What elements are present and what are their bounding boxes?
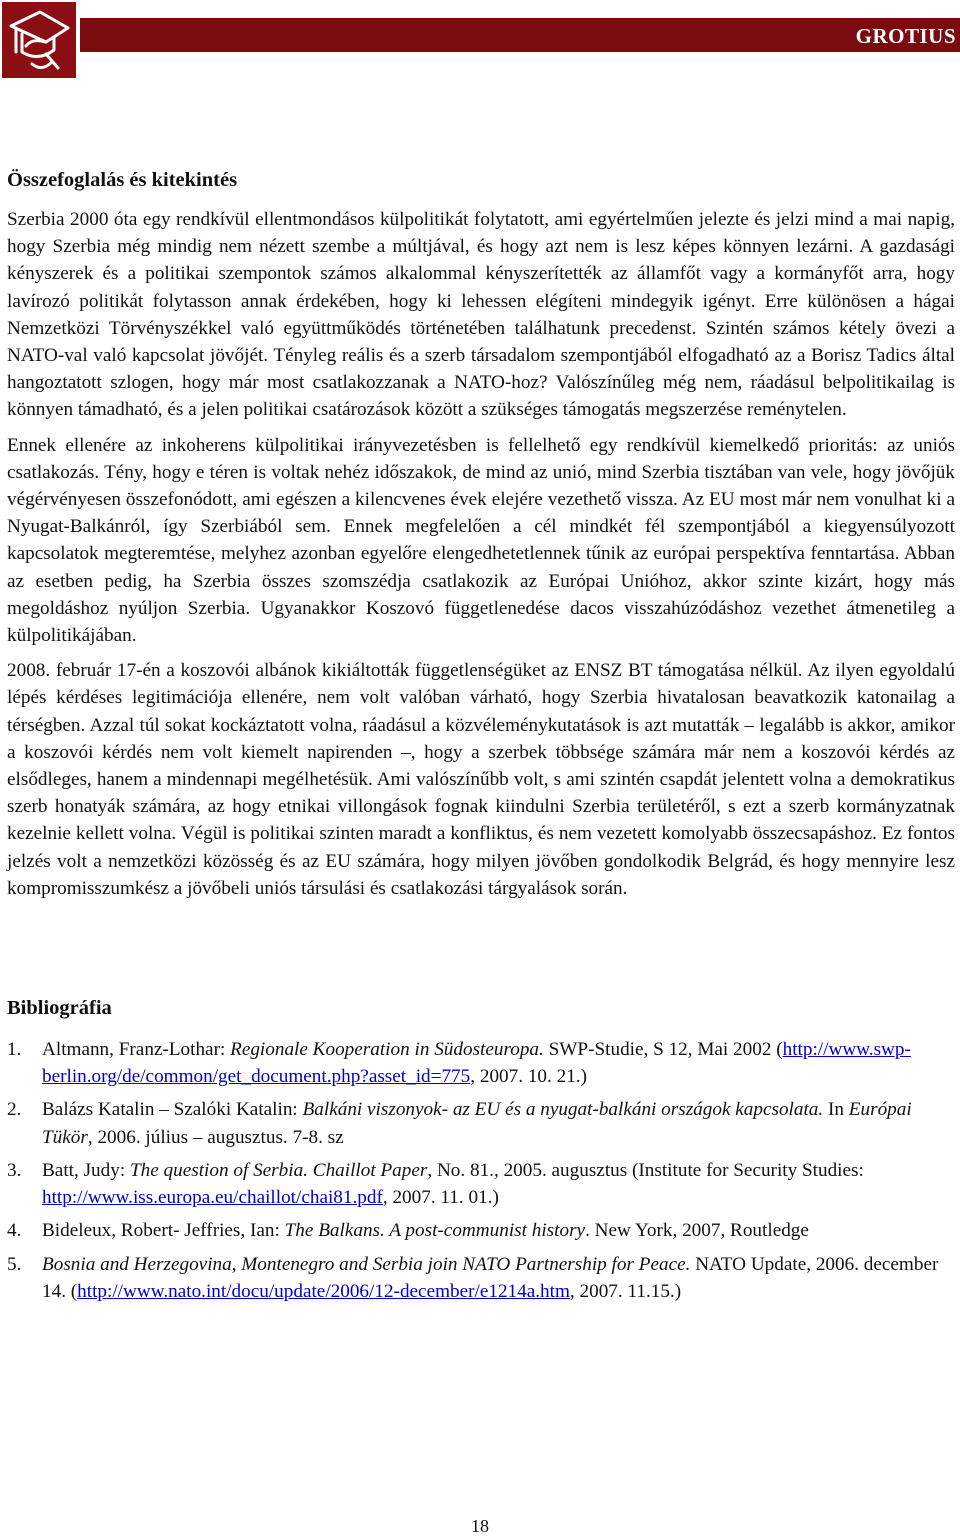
item-author: Batt, Judy: [42, 1159, 130, 1181]
item-title: The question of Serbia. [129, 1159, 308, 1181]
page-header [0, 0, 960, 80]
item-source: . New York, 2007, Routledge [585, 1220, 809, 1242]
item-title: Balkáni viszonyok- az EU és a nyugat-balkáni országok kapcsolata. [302, 1099, 824, 1121]
bibliography-item-5 [7, 1251, 955, 1305]
item-number: 4. [7, 1220, 22, 1242]
item-date: , 2007. 11. 01.) [382, 1187, 499, 1209]
item-date: , 2007. 10. 21.) [470, 1066, 587, 1088]
brand-title: GROTIUS [855, 24, 956, 48]
item-number: 2. [7, 1099, 22, 1121]
bibliography-item-3 [7, 1157, 955, 1211]
item-source: In [823, 1099, 849, 1121]
page-number: 18 [471, 1516, 489, 1536]
item-author: Balázs Katalin – Szalóki Katalin: [42, 1099, 303, 1121]
item-number: 1. [7, 1039, 22, 1061]
item-journal: Chaillot Paper [312, 1159, 428, 1181]
item-number: 5. [7, 1253, 22, 1275]
summary-paragraph-3: 2008. február 17-én a koszovói albánok kikiáltották függetlenségüket az ENSZ BT támogatása nélkül. Az ilyen egyoldalú lépés kérdéses legitimációja ellenére, nem volt valóban várható, hogy Szerbia hivatalosan beavatkozik katonailag a térségben. Azzal túl sokat kockáztatott volna, ráadásul a közvéleménykutatások is azt mutatták – legalább is akkor, amikor a koszovói kérdés nem volt kiemelt napirenden –, hogy a szerbek többsége számára már nem a koszovói kérdés az elsődleges, hanem a mindennapi megélhetésük. Ami valószínűbb volt, s ami szintén csapdát jelentett volna a demokratikus szerb honatyák számára, az hogy etnikai villongások fognak kiindulni Szerbia területéről, s ezt a szerb kormányzatnak kezelnie kellett volna. Végül is politikai szinten maradt a konfliktus, és nem vezetett komolyabb összecsapáshoz. Ez fontos jelzés volt a nemzetközi közösség és az EU számára, hogy milyen jövőben gondolkodik Belgrád, és hogy mennyire lesz kompromisszumkész a jövőbeli uniós társulási és csatlakozási tárgyalások során. [7, 660, 955, 899]
item-source: SWP-Studie, S 12, Mai 2002 ( [543, 1039, 783, 1061]
item-link[interactable]: http://www.swp-berlin.org/de/common/get_document.php?asset_id=775 [42, 1039, 911, 1088]
item-title: Bosnia and Herzegovina, Montenegro and Serbia join NATO Partnership for Peace. [42, 1253, 691, 1275]
item-link[interactable]: http://www.nato.int/docu/update/2006/12-december/e1214a.htm [77, 1280, 570, 1302]
bibliography-item-1 [7, 1036, 955, 1090]
document-body [7, 162, 955, 1311]
bibliography-item-4 [7, 1217, 955, 1244]
item-link[interactable]: http://www.iss.europa.eu/chaillot/chai81.pdf [42, 1187, 383, 1209]
summary-paragraph-2: Ennek ellenére az inkoherens külpolitikai irányvezetésben is fellelhető egy rendkívül kiemelkedő prioritás: az uniós csatlakozás. Tény, hogy e téren is voltak nehéz időszakok, de mind az unió, mind Szerbia tisztában van vele, hogy jövőjük végérvényesen összefonódott, ami egészen a kilencvenes évek elejére vezethető vissza. Az EU most már nem vonulhat ki a Nyugat-Balkánról, így Szerbiából sem. Ennek megfelelően a cél mindkét fél szempontjából a kiegyensúlyozott kapcsolatok megteremtése, melyhez azonban egyelőre elengedhetetlennek tűnik az európai perspektíva fenntartása. Abban az esetben pedig, ha Szerbia összes szomszédja csatlakozik az Európai Unióhoz, akkor szinte kizárt, hogy más megoldáshoz nyúljon Szerbia. Ugyanakkor Koszovó függetlenedése dacos visszahúzódáshoz vezethet átmenetileg a külpolitikájában. [7, 434, 955, 647]
item-author: Bideleux, Robert- Jeffries, Ian: [42, 1220, 285, 1242]
section-heading-summary: Összefoglalás és kitekintés [7, 169, 238, 191]
bibliography-list [7, 1036, 955, 1305]
item-source: , No. 81., 2005. augusztus (Institute for Security Studies: [427, 1159, 864, 1181]
item-journal: Európai Tükör [42, 1099, 912, 1148]
item-source: NATO Update, 2006. december 14. ( [42, 1253, 939, 1302]
header-bar [80, 18, 960, 52]
grotius-logo-icon [2, 2, 76, 78]
bibliography-item-2 [7, 1096, 955, 1150]
summary-paragraph-1: Szerbia 2000 óta egy rendkívül ellentmondásos külpolitikát folytatott, ami egyértelműen jelezte és jelzi mind a mai napig, hogy Szerbia még mindig nem nézett szembe a múltjával, és hogy azt nem is lesz képes könnyen lezárni. A gazdasági kényszerek és a politikai szempontok számos alkalommal kényszerítették az államfőt vagy a kormányfőt arra, hogy lavírozó politikát folytasson annak érdekében, hogy ki lehessen elégíteni mindegyik igényt. Erre különösen a hágai Nemzetközi Törvényszékkel való együttműködés történetében találhatunk precedenst. Szintén számos kétely övezi a NATO-val való kapcsolat jövőjét. Tényleg reális és a szerb társadalom szempontjából elfogadható az a Borisz Tadics által hangoztatott szlogen, hogy már most csatlakozzanak a NATO-hoz? Valószínűleg még nem, ráadásul belpolitikailag is könnyen támadható, és a jelen politikai csatározások között a szükséges támogatás megszerzése reménytelen. [7, 209, 955, 421]
item-title: The Balkans. A post-communist history [284, 1220, 586, 1242]
item-author: Altmann, Franz-Lothar: [42, 1039, 231, 1061]
item-date: , 2006. július – augusztus. 7-8. sz [87, 1126, 344, 1148]
item-title: Regionale Kooperation in Südosteuropa. [230, 1039, 544, 1061]
item-number: 3. [7, 1159, 22, 1181]
section-heading-bibliography: Bibliográfia [7, 997, 112, 1020]
item-date: , 2007. 11.15.) [569, 1280, 682, 1302]
